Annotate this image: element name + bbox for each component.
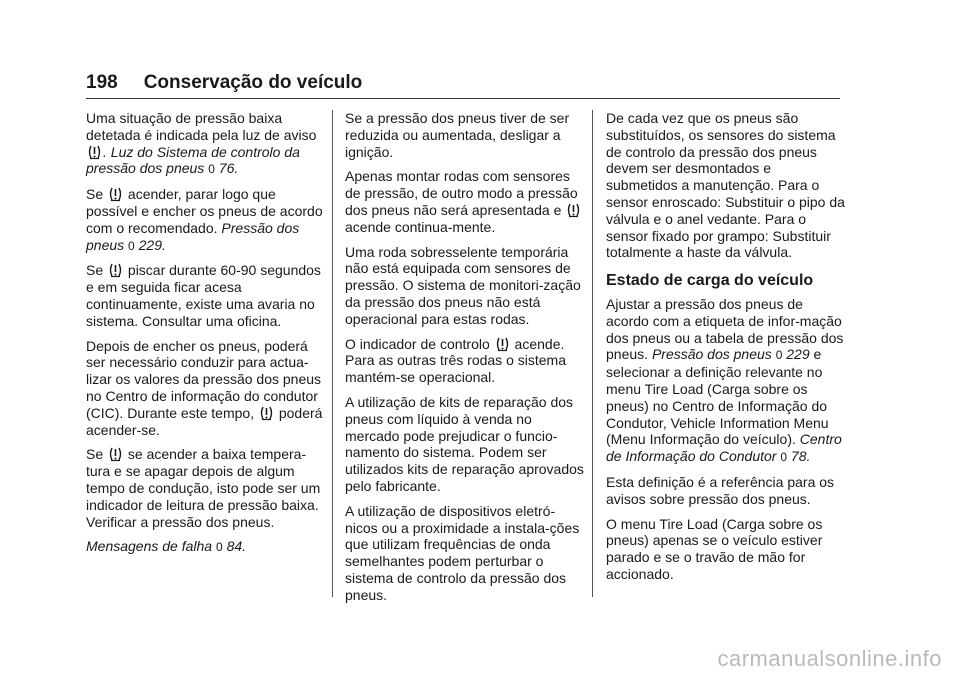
tpms-warning-icon [496,336,509,352]
paragraph: Se se acender a baixa tempera-tura e se apagar depois de algum tempo de condução, isto pode ser um indicador de leitura de pressão baixa. Verificar a pressão dos pneus. [86,446,321,530]
column-divider-1 [332,110,333,597]
page-number: 198 [86,72,118,93]
cross-reference-link[interactable]: Pressão dos pneus [86,219,300,253]
page-ref-icon: 0 [215,540,223,555]
header-divider [86,98,840,99]
cross-reference-link[interactable]: Mensagens de falha [86,538,213,555]
paragraph: Ajustar a pressão dos pneus de acordo com a etiqueta de infor-mação dos pneus ou a tabela de pressão dos pneus. Pressão dos pneus 0 229 e selecionar a definição relevante no menu Tire Load (Carga sobre os pneus) no Centro de Informação do Condutor, Vehicle Information Menu (Menu Informação do veículo). Centro de Informação do Condutor 0 78. [606,295,844,465]
page-ref[interactable]: 78 [790,448,807,465]
page-title: Conservação do veículo [143,72,363,93]
page-ref-icon: 0 [128,238,135,253]
page-ref[interactable]: 84 [226,538,243,555]
paragraph: Se piscar durante 60-90 segundos e em seguida ficar acesa continuamente, existe uma avaria no sistema. Consultar uma oficina. [86,262,321,329]
page-ref[interactable]: 229 [786,346,810,363]
paragraph: Apenas montar rodas com sensores de pressão, de outro modo a pressão dos pneus não será apresentada e acende continua-mente. [345,168,585,235]
paragraph: Depois de encher os pneus, poderá ser necessário conduzir para actua-lizar os valores da pressão dos pneus no Centro de informação do condutor (CIC). Durante este tempo, poderá acender-se. [86,337,323,438]
tpms-warning-icon [109,186,122,202]
tpms-warning-icon [567,202,580,218]
cross-reference-link[interactable]: Centro de Informação do Condutor [606,431,842,465]
column-2 [345,110,585,612]
tpms-warning-icon [260,405,273,421]
cross-reference-link[interactable]: . Luz do Sistema de controlo da pressão dos pneus [86,143,300,177]
column-divider-2 [592,110,593,597]
watermark: carmanualsonline.info [717,646,942,671]
paragraph: De cada vez que os pneus são substituídos, os sensores do sistema de controlo da pressão dos pneus devem ser desmontados e submetidos a manutenção. Para o sensor enroscado: Substituir o pipo da válvula e o anel vedante. Para o sensor fixado por grampo: Substituir totalmente a haste da válvula. [606,110,845,261]
paragraph: A utilização de dispositivos eletró-nicos ou a proximidade a instala-ções que utilizam frequências de onda semelhantes podem perturbar o sistema de controlo da pressão dos pneus. [345,502,580,603]
page-ref[interactable]: 76 [218,160,235,177]
column-1 [86,110,326,564]
paragraph: O menu Tire Load (Carga sobre os pneus) apenas se o veículo estiver parado e se o travão de mão for accionado. [606,515,823,582]
paragraph: Mensagens de falha 0 84. [86,538,247,555]
paragraph: Esta definição é a referência para os avisos sobre pressão dos pneus. [606,473,835,507]
tpms-warning-icon [88,144,101,160]
paragraph: A utilização de kits de reparação dos pneus com líquido à venda no mercado pode prejudicar o funcio-namento do sistema. Podem ser utilizados kits de reparação aprovados pelo fabricante. [345,393,584,494]
paragraph: Uma situação de pressão baixa detetada é indicada pela luz de aviso . Luz do Sistema de controlo da pressão dos pneus 0 76. [86,110,317,177]
paragraph: Se acender, parar logo que possível e encher os pneus de acordo com o recomendado. Pressão dos pneus 0 229. [86,186,323,253]
column-3 [606,110,846,591]
paragraph: Uma roda sobresselente temporária não está equipada com sensores de pressão. O sistema de monitori-zação da pressão dos pneus não está operacional para estas rodas. [345,243,581,327]
tpms-warning-icon [109,262,122,278]
paragraph: O indicador de controlo acende. Para as outras três rodas o sistema mantém-se operacional. [345,335,566,386]
paragraph: Se a pressão dos pneus tiver de ser reduzida ou aumentada, desligar a ignição. [345,110,570,160]
tpms-warning-icon [109,446,122,462]
cross-reference-link[interactable]: Pressão dos pneus [651,346,772,363]
page-header [86,72,840,94]
page-ref[interactable]: 229 [138,236,162,253]
page-ref-icon: 0 [208,162,215,177]
page-ref-icon: 0 [780,450,788,465]
page-ref-icon: 0 [775,348,783,363]
section-title: Estado de carga do veículo [606,272,814,290]
